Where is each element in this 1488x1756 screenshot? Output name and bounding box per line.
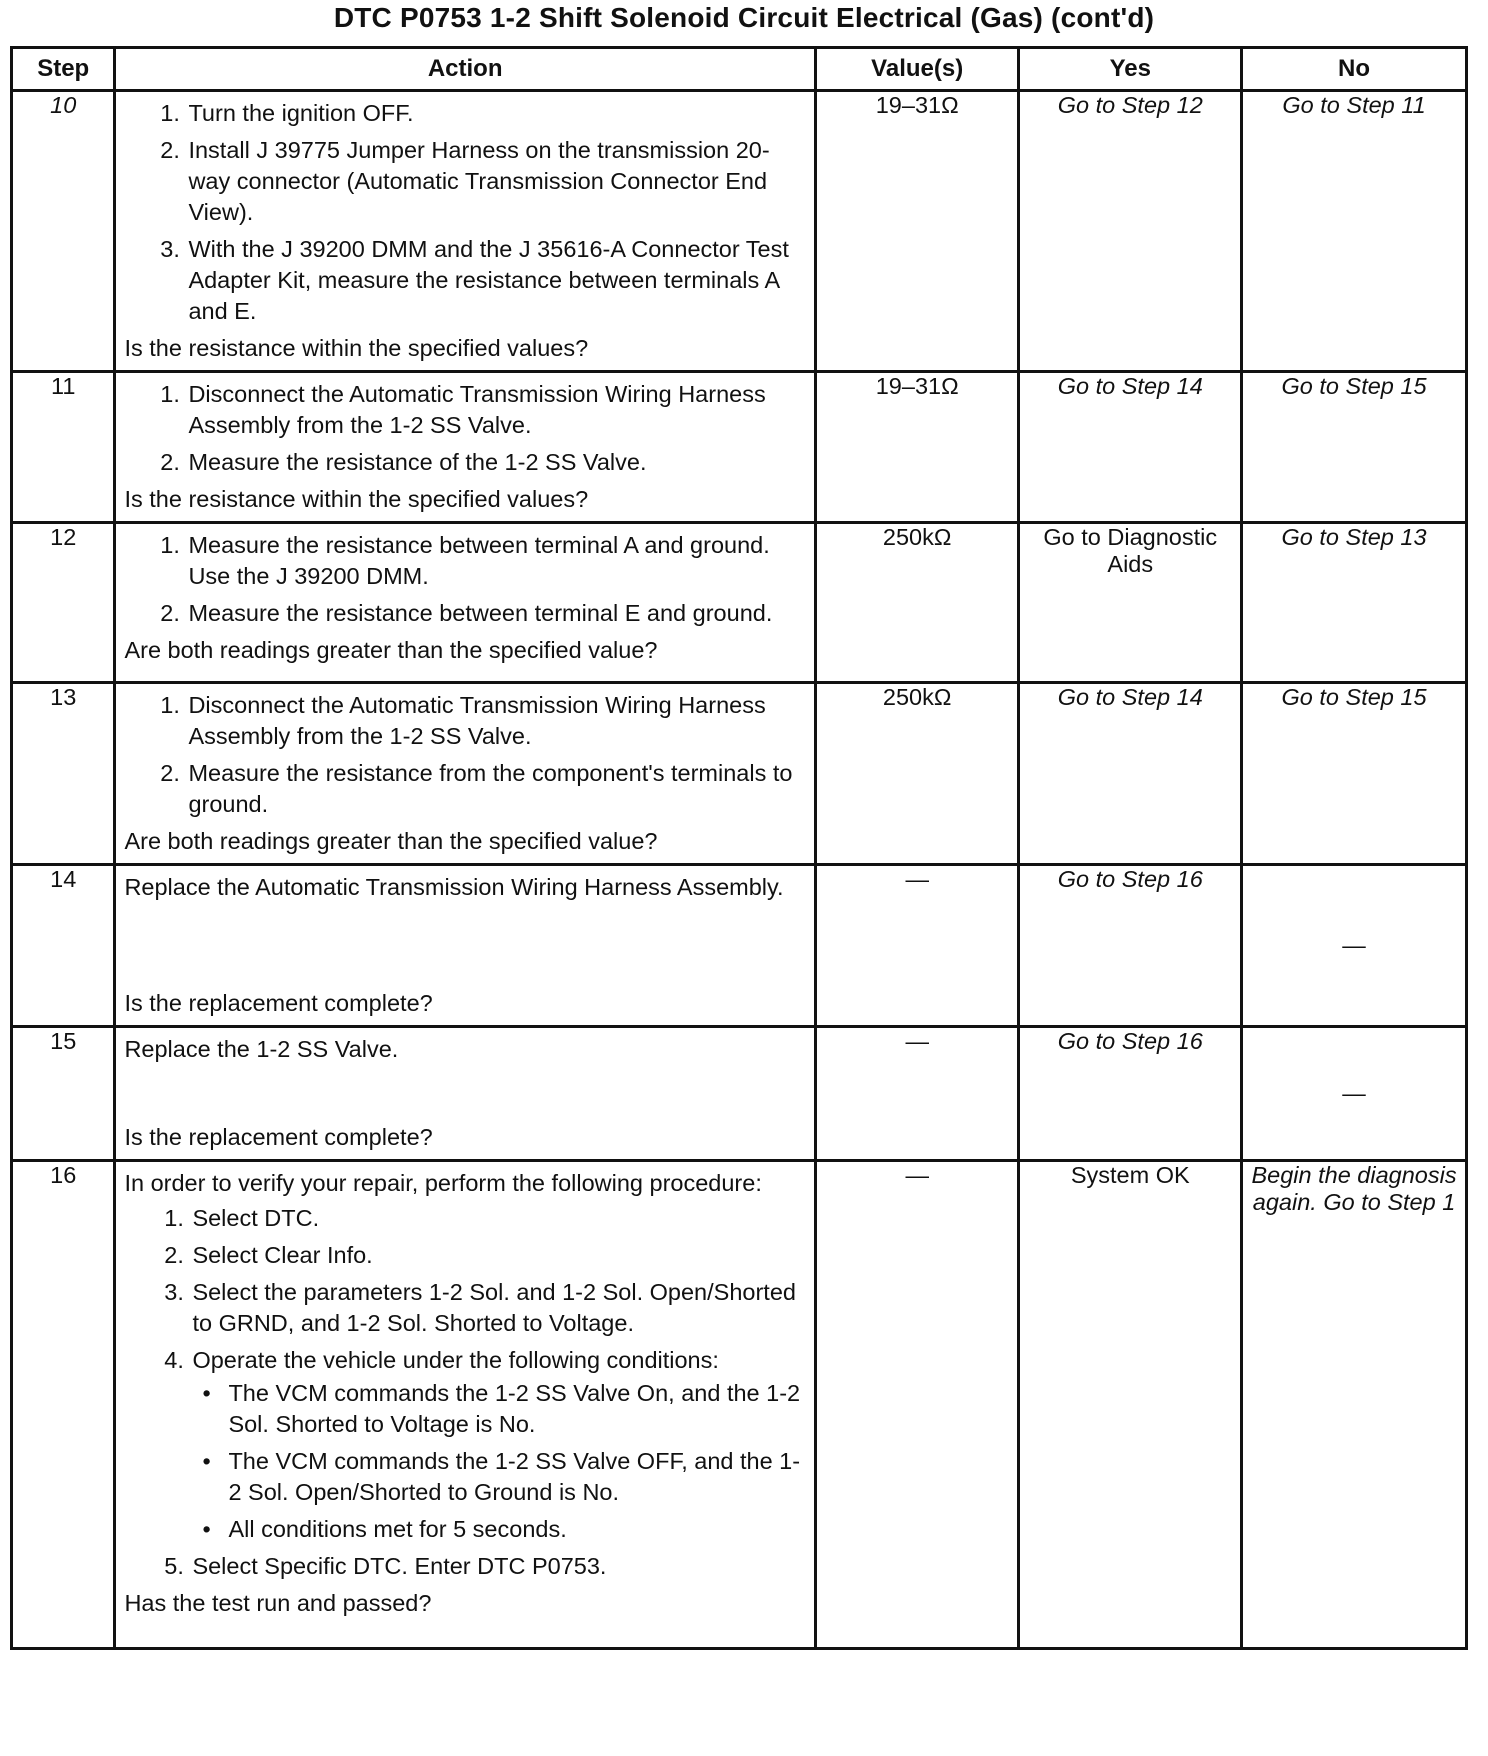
no-cell: —: [1242, 1027, 1467, 1161]
table-row-step-13: [12, 683, 1467, 865]
step-number: 12: [12, 523, 115, 683]
header-step: Step: [12, 48, 115, 91]
step-number: 11: [12, 372, 115, 523]
step-number: 13: [12, 683, 115, 865]
no-cell: Begin the diagnosis again. Go to Step 1: [1242, 1161, 1467, 1649]
table-row-step-15: [12, 1027, 1467, 1161]
action-cell: [115, 91, 816, 372]
condition-bullet: • The VCM commands the 1-2 SS Valve OFF, and the 1-2 Sol. Open/Shorted to Ground is No.: [224, 1446, 808, 1508]
action-item: 2. Install J 39775 Jumper Harness on the transmission 20-way connector (Automatic Transmission Connector End View).: [186, 135, 808, 228]
header-values: Value(s): [815, 48, 1019, 91]
no-cell: —: [1242, 865, 1467, 1027]
action-cell: [115, 683, 816, 865]
value-cell: 250kΩ: [815, 523, 1019, 683]
table-row-step-16: [12, 1161, 1467, 1649]
action-question: Is the resistance within the specified values?: [124, 335, 589, 361]
action-item: 5. Select Specific DTC. Enter DTC P0753.: [190, 1551, 808, 1582]
table-row-step-14: [12, 865, 1467, 1027]
yes-cell: Go to Step 14: [1019, 372, 1242, 523]
no-cell: Go to Step 15: [1242, 683, 1467, 865]
condition-bullet: • All conditions met for 5 seconds.: [224, 1514, 808, 1545]
table-row-step-12: [12, 523, 1467, 683]
action-cell: [115, 1027, 816, 1161]
action-text: Replace the 1-2 SS Valve.: [124, 1036, 399, 1062]
no-cell: Go to Step 15: [1242, 372, 1467, 523]
step-number: 14: [12, 865, 115, 1027]
action-question: Is the resistance within the specified values?: [124, 486, 589, 512]
header-no: No: [1242, 48, 1467, 91]
value-cell: 250kΩ: [815, 683, 1019, 865]
action-item: 3. Select the parameters 1-2 Sol. and 1-2 Sol. Open/Shorted to GRND, and 1-2 Sol. Shorted to Voltage.: [190, 1277, 808, 1339]
action-intro: In order to verify your repair, perform the following procedure:: [124, 1170, 762, 1196]
value-cell: —: [815, 1027, 1019, 1161]
table-row-step-11: [12, 372, 1467, 523]
header-yes: Yes: [1019, 48, 1242, 91]
action-item: [190, 1345, 808, 1545]
action-question: Is the replacement complete?: [124, 1124, 433, 1150]
action-question: Is the replacement complete?: [124, 990, 433, 1016]
page-title: DTC P0753 1-2 Shift Solenoid Circuit Electrical (Gas) (cont'd): [333, 2, 1155, 33]
step-number: 15: [12, 1027, 115, 1161]
table-row-step-10: [12, 91, 1467, 372]
value-cell: —: [815, 1161, 1019, 1649]
yes-cell: Go to Step 16: [1019, 865, 1242, 1027]
action-item: 2. Measure the resistance from the component's terminals to ground.: [186, 758, 808, 820]
step-number: 16: [12, 1161, 115, 1649]
action-item: 1. Turn the ignition OFF.: [186, 98, 808, 129]
yes-cell: Go to Step 12: [1019, 91, 1242, 372]
action-item: 2. Select Clear Info.: [190, 1240, 808, 1271]
diagnostic-table: [10, 46, 1468, 1650]
header-action: Action: [115, 48, 816, 91]
action-cell: [115, 523, 816, 683]
action-question: Are both readings greater than the specified value?: [124, 637, 658, 663]
action-item: 2. Measure the resistance between terminal E and ground.: [186, 598, 808, 629]
action-cell: [115, 1161, 816, 1649]
action-item: 1. Select DTC.: [190, 1203, 808, 1234]
yes-cell: System OK: [1019, 1161, 1242, 1649]
action-item-text: Operate the vehicle under the following conditions:: [192, 1347, 719, 1373]
value-cell: 19–31Ω: [815, 91, 1019, 372]
no-cell: Go to Step 13: [1242, 523, 1467, 683]
action-item: 1. Disconnect the Automatic Transmission Wiring Harness Assembly from the 1-2 SS Valve.: [186, 379, 808, 441]
action-item: 3. With the J 39200 DMM and the J 35616-A Connector Test Adapter Kit, measure the resistance between terminals A and E.: [186, 234, 808, 327]
action-text: Replace the Automatic Transmission Wiring Harness Assembly.: [124, 874, 784, 900]
yes-cell: Go to Diagnostic Aids: [1019, 523, 1242, 683]
value-cell: —: [815, 865, 1019, 1027]
action-item: 2. Measure the resistance of the 1-2 SS Valve.: [186, 447, 808, 478]
action-item: 1. Measure the resistance between terminal A and ground. Use the J 39200 DMM.: [186, 530, 808, 592]
condition-bullet: • The VCM commands the 1-2 SS Valve On, and the 1-2 Sol. Shorted to Voltage is No.: [224, 1378, 808, 1440]
value-cell: 19–31Ω: [815, 372, 1019, 523]
action-question: Are both readings greater than the specified value?: [124, 828, 658, 854]
yes-cell: Go to Step 16: [1019, 1027, 1242, 1161]
header-row: [12, 48, 1467, 91]
yes-cell: Go to Step 14: [1019, 683, 1242, 865]
action-cell: [115, 372, 816, 523]
step-number: 10: [12, 91, 115, 372]
action-item: 1. Disconnect the Automatic Transmission Wiring Harness Assembly from the 1-2 SS Valve.: [186, 690, 808, 752]
no-cell: Go to Step 11: [1242, 91, 1467, 372]
action-cell: [115, 865, 816, 1027]
action-question: Has the test run and passed?: [124, 1590, 432, 1616]
